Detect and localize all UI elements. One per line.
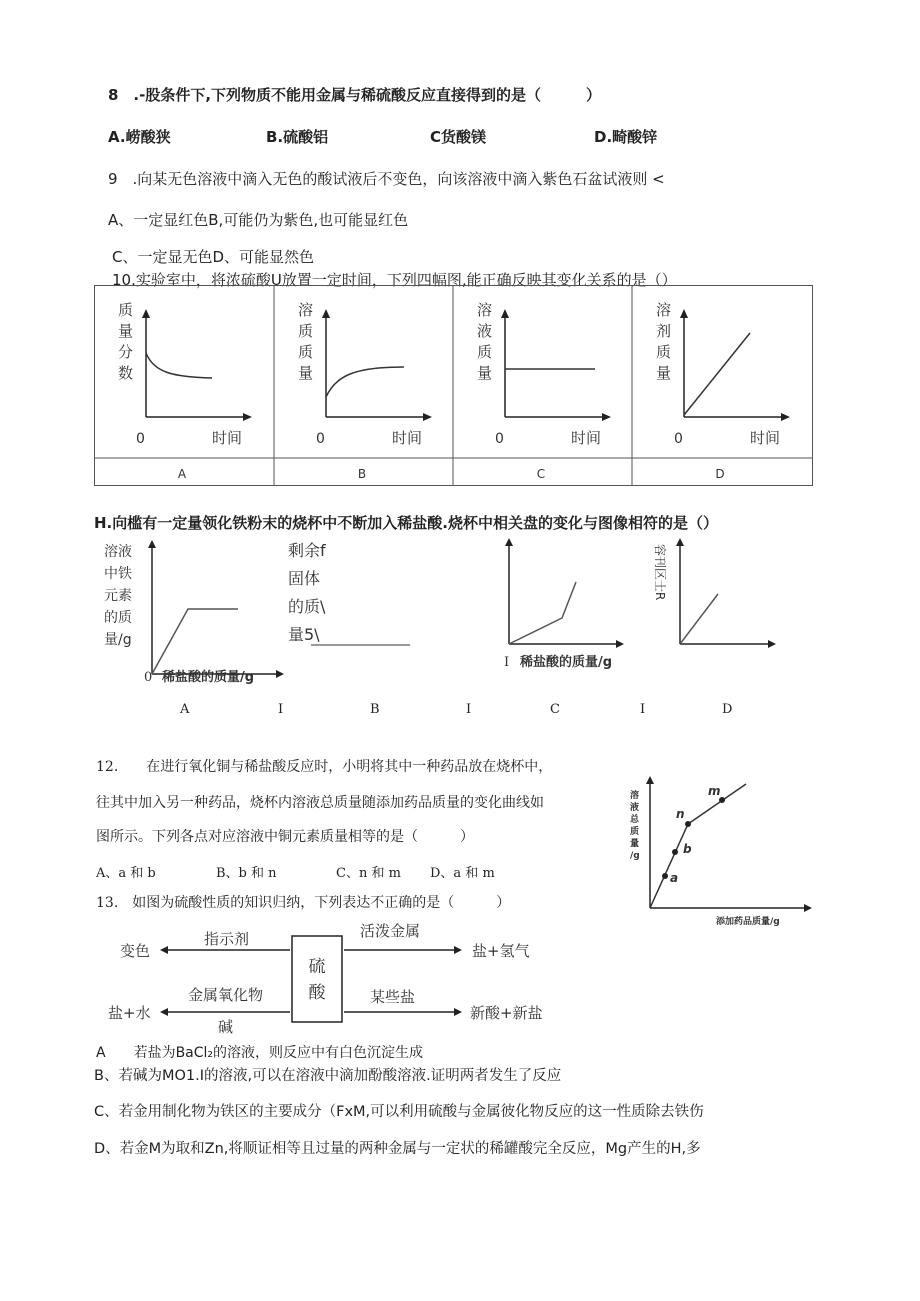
q12-graph bbox=[628, 772, 818, 932]
q13-salt-h2: 盐+氢气 bbox=[472, 942, 530, 960]
q10-ylabel-char: 质 bbox=[656, 343, 672, 361]
q10-curve-A bbox=[146, 353, 212, 378]
q11a-xlabel: 稀盐酸的质量/g bbox=[162, 670, 255, 685]
q12-line1: 12. 在进行氧化铜与稀盐酸反应时，小明将其中一种药品放在烧杯中， bbox=[96, 759, 553, 775]
q10-curve-B bbox=[326, 367, 404, 397]
q12-option-b: B、b 和 n bbox=[216, 866, 277, 881]
q10-letter-A: A bbox=[177, 467, 187, 481]
q10-origin: 0 bbox=[316, 431, 325, 447]
q10-letter-B: B bbox=[357, 467, 367, 481]
q9-options-cd: C、一定显无色D、可能显然色 bbox=[112, 248, 315, 266]
q11d-ylabel: 容刊区士R bbox=[653, 544, 667, 601]
q11-sep: I bbox=[640, 702, 646, 717]
q10-ylabel-char: 分 bbox=[118, 343, 134, 361]
q11-letter-a: A bbox=[180, 702, 190, 717]
q13-center-char1: 硫 bbox=[308, 957, 326, 977]
q11a-curve bbox=[152, 609, 238, 674]
q11a-y-arrow bbox=[148, 540, 156, 548]
q10-y-arrow bbox=[680, 309, 688, 318]
q13-color-change: 变色 bbox=[120, 942, 151, 960]
q12-label-m: m bbox=[708, 784, 721, 798]
q13-some-salt: 某些盐 bbox=[370, 988, 416, 1006]
q13-arrowhead bbox=[454, 1008, 462, 1016]
q12-ylabel-char: 液 bbox=[630, 803, 640, 813]
q11b-text-line: 的质\ bbox=[288, 597, 326, 616]
q10-xlabel: 时间 bbox=[750, 429, 781, 447]
q13-metal-oxide: 金属氧化物 bbox=[188, 986, 264, 1004]
q10-ylabel-char: 质 bbox=[298, 322, 314, 340]
q12-ylabel-char: 溶 bbox=[630, 791, 640, 801]
q12-curve bbox=[650, 784, 746, 908]
q12-option-d: D、a 和 m bbox=[430, 866, 495, 881]
q10-letter-D: D bbox=[715, 467, 725, 481]
q8-option-a: A.崂酸狭 bbox=[108, 128, 171, 146]
q10-ylabel-char: 液 bbox=[477, 322, 493, 340]
q10-stem: 10.实验室中，将浓硫酸U放置一定时间，下列四幅图,能正确反映其变化关系的是（） bbox=[112, 271, 677, 289]
q12-ylabel-char: /g bbox=[630, 851, 640, 861]
q13-option-d: D、若金M为取和Zn,将顺证相等且过量的两种金属与一定状的稀罐酸完全反应，Mg产生的H,多 bbox=[94, 1141, 701, 1157]
q10-ylabel-char: 量 bbox=[298, 364, 314, 382]
q13-salt-water: 盐+水 bbox=[108, 1004, 151, 1022]
q10-curve-D bbox=[684, 333, 750, 415]
q11c-curve bbox=[509, 582, 576, 644]
q12-xlabel: 添加药品质量/g bbox=[716, 917, 780, 927]
q10-ylabel-char: 质 bbox=[118, 301, 134, 319]
q10-origin: 0 bbox=[136, 431, 145, 447]
q10-ylabel-char: 溶 bbox=[477, 301, 493, 319]
q10-y-arrow bbox=[322, 309, 330, 318]
q11a-origin: 0 bbox=[144, 670, 153, 685]
q8-stem: 8 .-股条件下,下列物质不能用金属与稀硫酸反应直接得到的是（ ） bbox=[108, 86, 602, 104]
q10-origin: 0 bbox=[495, 431, 504, 447]
q13-stem: 13. 如图为硫酸性质的知识归纳，下列表达不正确的是（ ） bbox=[96, 895, 511, 911]
q10-x-arrow bbox=[243, 413, 252, 421]
q13-base: 碱 bbox=[218, 1018, 234, 1036]
q11c-origin: I bbox=[504, 655, 510, 670]
q11a-ylabel-line: 中铁 bbox=[104, 566, 132, 582]
q11-sep: I bbox=[466, 702, 472, 717]
q11c-xlabel: 稀盐酸的质量/g bbox=[520, 655, 613, 670]
q11b-text-line: 量5\ bbox=[288, 625, 320, 644]
q11-graph-b bbox=[288, 541, 410, 645]
q11a-x-arrow bbox=[276, 670, 284, 678]
q10-ylabel-char: 溶 bbox=[656, 301, 672, 319]
q10-ylabel-char: 量 bbox=[656, 364, 672, 382]
q13-arrowhead bbox=[160, 1008, 168, 1016]
q12-option-c: C、n 和 m bbox=[336, 866, 401, 881]
q12-ylabel-char: 量 bbox=[630, 839, 640, 849]
q11-stem: H.向槛有一定量领化铁粉末的烧杯中不断加入稀盐酸.烧杯中相关盘的变化与图像相符的是（） bbox=[94, 514, 718, 532]
q10-xlabel: 时间 bbox=[212, 429, 243, 447]
q11a-ylabel-line: 的质 bbox=[104, 610, 132, 626]
q10-ylabel-char: 数 bbox=[118, 364, 134, 382]
q10-origin: 0 bbox=[674, 431, 683, 447]
q11-sep: I bbox=[278, 702, 284, 717]
q10-letter-C: C bbox=[536, 467, 546, 481]
q10-x-arrow bbox=[781, 413, 790, 421]
q11a-ylabel-line: 溶液 bbox=[104, 544, 132, 560]
q8-option-b: B.硫酸铝 bbox=[266, 128, 329, 146]
q8-option-d: D.畸酸锌 bbox=[594, 128, 658, 146]
q10-x-arrow bbox=[602, 413, 611, 421]
q10-x-arrow bbox=[423, 413, 432, 421]
q13-center-char2: 酸 bbox=[308, 983, 326, 1003]
q10-ylabel-char: 量 bbox=[118, 322, 134, 340]
q12-point-n bbox=[685, 821, 691, 827]
q11-letter-c: C bbox=[550, 702, 560, 717]
q11-graphs bbox=[100, 534, 667, 690]
q12-point-a bbox=[662, 873, 668, 879]
q13-option-a: A 若盐为BaCl₂的溶液，则反应中有白色沉淀生成 bbox=[96, 1045, 424, 1061]
q10-graph-table bbox=[94, 285, 814, 487]
q13-arrowhead bbox=[454, 946, 462, 954]
q11d-curve bbox=[680, 594, 718, 644]
q13-new-acid-salt: 新酸+新盐 bbox=[470, 1004, 543, 1022]
q12-label-b: b bbox=[683, 842, 692, 856]
q10-y-arrow bbox=[501, 309, 509, 318]
q12-ylabel-char: 总 bbox=[630, 815, 640, 825]
q12-line3: 图所示。下列各点对应溶液中铜元素质量相等的是（ ） bbox=[96, 829, 474, 845]
q10-ylabel-char: 剂 bbox=[656, 322, 672, 340]
q11d-y-arrow bbox=[676, 538, 684, 546]
q10-ylabel-char: 溶 bbox=[298, 301, 314, 319]
q12-point-b bbox=[672, 849, 678, 855]
q11c-x-arrow bbox=[616, 640, 624, 648]
q13-option-b: B、若碱为MO1.I的溶液,可以在溶液中滴加酚酸溶液.证明两者发生了反应 bbox=[94, 1068, 562, 1084]
q12-label-n: n bbox=[676, 807, 685, 821]
q11c-y-arrow bbox=[505, 538, 513, 546]
q12-x-arrow bbox=[804, 904, 812, 912]
q11-letter-d: D bbox=[722, 702, 733, 717]
q9-stem: 9 .向某无色溶液中滴入无色的酸试液后不变色，向该溶液中滴入紫色石盆试液则 < bbox=[108, 170, 665, 188]
q12-y-arrow bbox=[646, 776, 654, 784]
q10-ylabel-char: 量 bbox=[477, 364, 493, 382]
q11-graph-d bbox=[653, 538, 776, 648]
q10-xlabel: 时间 bbox=[392, 429, 423, 447]
q12-option-a: A、a 和 b bbox=[96, 866, 156, 881]
q10-ylabel-char: 质 bbox=[298, 343, 314, 361]
q11-letter-b: B bbox=[370, 702, 380, 717]
q11-graph-a bbox=[104, 540, 284, 685]
q12-label-a: a bbox=[670, 871, 679, 885]
q9-options-ab: A、一定显红色B,可能仍为紫色,也可能显红色 bbox=[108, 211, 409, 229]
q11a-ylabel-line: 量/g bbox=[104, 632, 132, 648]
q8-option-c: C货酸镁 bbox=[430, 128, 487, 146]
q13-diagram bbox=[100, 914, 580, 1036]
q11b-text-line: 固体 bbox=[288, 569, 321, 588]
q13-center-box bbox=[292, 936, 342, 1022]
q10-y-arrow bbox=[142, 309, 150, 318]
q13-active-metal: 活泼金属 bbox=[360, 922, 421, 940]
q10-xlabel: 时间 bbox=[571, 429, 602, 447]
q13-arrowhead bbox=[160, 946, 168, 954]
q11b-text-line: 剩余f bbox=[288, 541, 326, 560]
q13-indicator: 指示剂 bbox=[204, 930, 250, 948]
q11-graph-c bbox=[504, 538, 624, 670]
q12-line2: 往其中加入另一种药品，烧杯内溶液总质量随添加药品质量的变化曲线如 bbox=[96, 795, 544, 811]
q11d-x-arrow bbox=[768, 640, 776, 648]
q12-ylabel-char: 质 bbox=[630, 827, 640, 837]
q10-ylabel-char: 质 bbox=[477, 343, 493, 361]
q11a-ylabel-line: 元素 bbox=[104, 588, 132, 604]
q13-option-c: C、若金用制化物为铁区的主要成分（FxM,可以利用硫酸与金属彼化物反应的这一性质除去铁伤 bbox=[94, 1104, 704, 1120]
